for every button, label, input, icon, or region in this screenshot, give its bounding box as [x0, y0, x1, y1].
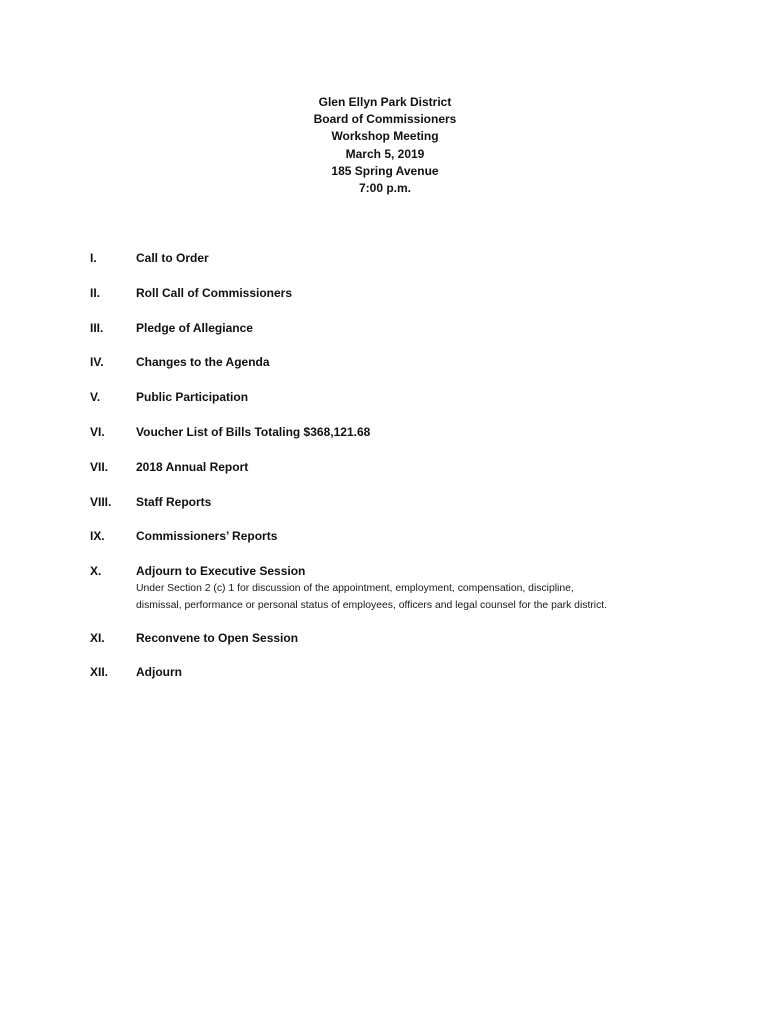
- agenda-item-numeral: IX.: [90, 529, 105, 544]
- agenda-item-numeral: VII.: [90, 459, 109, 474]
- agenda-item-public-participation: [0, 389, 770, 424]
- agenda-item-adjourn: [0, 664, 770, 699]
- agenda-item-numeral: XI.: [90, 630, 105, 645]
- document-header: [0, 94, 770, 197]
- agenda-item-numeral: VI.: [90, 424, 105, 439]
- agenda-item-numeral: X.: [90, 564, 102, 579]
- agenda-item-call-to-order: [0, 250, 770, 285]
- agenda-item-title: Changes to the Agenda: [136, 355, 270, 370]
- agenda-item-numeral: IV.: [90, 355, 104, 370]
- agenda-item-numeral: II.: [90, 285, 101, 300]
- agenda-item-title: Voucher List of Bills Totaling $368,121.68: [136, 424, 371, 439]
- meeting-type: Workshop Meeting: [331, 129, 439, 144]
- note-line: Under Section 2 (c) 1 for discussion of the appointment, employment, compensation, discipline,: [136, 583, 574, 595]
- agenda-item-numeral: VIII.: [90, 494, 112, 509]
- agenda-item-annual-report: [0, 459, 770, 494]
- agenda-item-title: Adjourn to Executive Session: [136, 564, 306, 579]
- agenda-item-title: Roll Call of Commissioners: [136, 285, 293, 300]
- agenda-item-reconvene: [0, 630, 770, 665]
- agenda-item-numeral: III.: [90, 320, 104, 335]
- board-name: Board of Commissioners: [313, 112, 457, 127]
- agenda-item-title: Adjourn: [136, 665, 182, 680]
- agenda-item-title: Staff Reports: [136, 494, 212, 509]
- agenda-item-changes: [0, 354, 770, 389]
- agenda-item-commissioners-reports: [0, 528, 770, 563]
- agenda-item-title: Commissioners’ Reports: [136, 529, 278, 544]
- agenda-list: [0, 250, 770, 699]
- meeting-time: 7:00 p.m.: [358, 181, 412, 196]
- agenda-item-title: Pledge of Allegiance: [136, 320, 253, 335]
- agenda-item-pledge: [0, 320, 770, 355]
- agenda-item-title: Call to Order: [136, 251, 209, 265]
- meeting-address: 185 Spring Avenue: [331, 163, 439, 178]
- agenda-item-numeral: V.: [90, 390, 101, 405]
- agenda-item-title: 2018 Annual Report: [136, 459, 249, 474]
- agenda-item-roll-call: [0, 285, 770, 320]
- agenda-item-staff-reports: [0, 494, 770, 529]
- agenda-item-title: Public Participation: [136, 390, 249, 405]
- agenda-item-title: Reconvene to Open Session: [136, 630, 299, 645]
- agenda-item-numeral: XII.: [90, 665, 109, 680]
- agenda-item-voucher-list: [0, 424, 770, 459]
- organization-name: Glen Ellyn Park District: [318, 95, 452, 109]
- note-line: dismissal, performance or personal status of employees, officers and legal counsel for the park district.: [136, 599, 608, 611]
- agenda-item-numeral: I.: [90, 251, 97, 265]
- agenda-item-executive-session: [0, 563, 770, 630]
- meeting-date: March 5, 2019: [345, 146, 425, 161]
- executive-session-note: [136, 581, 696, 614]
